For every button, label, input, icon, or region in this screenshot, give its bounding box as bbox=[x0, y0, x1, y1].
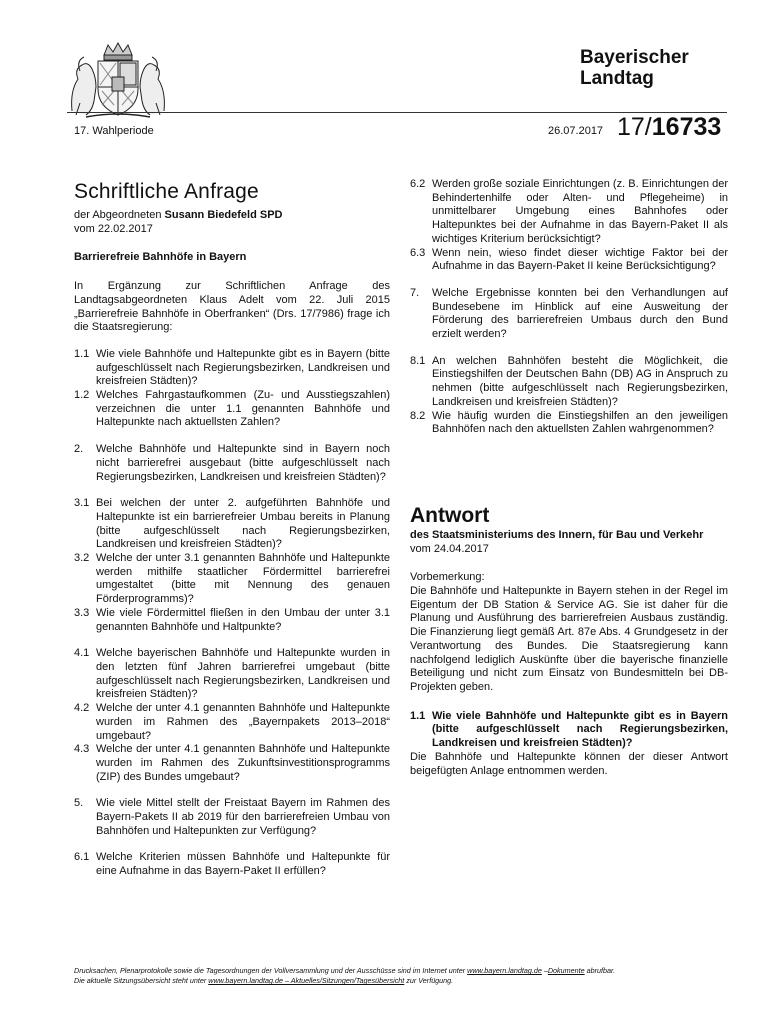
document-number bbox=[617, 112, 721, 142]
question-text: Welche der unter 4.1 genannten Bahnhöfe und Haltepunkte wurden im Rahmen des „Bayernpakets 2013–2018“ umgebaut? bbox=[96, 702, 390, 742]
question-number: 3.2 bbox=[74, 552, 90, 565]
question-number: 8.1 bbox=[410, 354, 426, 367]
question-text: Welches Fahrgastaufkommen (Zu- und Ausstiegszahlen) verzeichnen die unter 1.1 genannten Bahnhöfe und Haltepunkte nach aktuellsten Zahlen? bbox=[96, 389, 390, 429]
footer-link-landtag[interactable]: www.bayern.landtag.de bbox=[467, 966, 542, 975]
question-number: 7. bbox=[410, 286, 420, 299]
question-number: 5. bbox=[74, 797, 84, 810]
question-group bbox=[74, 348, 390, 430]
question-number: 1.2 bbox=[74, 389, 90, 402]
question-list-right bbox=[410, 178, 728, 437]
footer-line-2 bbox=[74, 976, 694, 986]
question-group bbox=[74, 497, 390, 634]
antwort-ministry: des Staatsministeriums des Innern, für Bau und Verkehr bbox=[410, 528, 704, 541]
question-group bbox=[410, 287, 728, 342]
question-text: Wie viele Mittel stellt der Freistaat Bayern im Rahmen des Bayern-Pakets II ab 2019 für den barrierefreien Umbau von Bahnhöfen und Haltepunkten zur Verfügung? bbox=[96, 797, 390, 837]
footer-link-sitzungen[interactable]: www.bayern.landtag.de – Aktuelles/Sitzungen/Tagesübersicht bbox=[208, 976, 405, 985]
question-group bbox=[410, 355, 728, 437]
footer-line-1-text: Drucksachen, Plenarprotokolle sowie die Tagesordnungen der Vollversammlung und der Ausschüsse sind im Internet unter bbox=[74, 966, 468, 975]
brand-line-1: Bayerischer bbox=[580, 47, 689, 68]
question-text: Werden große soziale Einrichtungen (z. B. Einrichtungen der Behindertenhilfe oder Alten- und Pflegeheime) in unmittelbarer Umgebung eines Bahnhofes oder Haltepunktes bei der Aufnahme in das Bayern-Paket II als wichtiges Kriterium berücksichtigt? bbox=[432, 178, 728, 245]
question-item bbox=[410, 287, 728, 342]
question-text: Welche Bahnhöfe und Haltepunkte sind in Bayern noch nicht barrierefrei ausgebaut (bitte aufgeschlüsselt nach Regierungsbezirken, Landkreisen und kreisfreien Städten)? bbox=[96, 443, 390, 483]
answer-question-text: Wie viele Bahnhöfe und Haltepunkte gibt es in Bayern (bitte aufgeschlüsselt nach Regierungsbezirken, Landkreisen und kreisfreien Städten)? bbox=[432, 709, 728, 750]
question-text: Welche der unter 3.1 genannten Bahnhöfe und Haltepunkte werden mithilfe staatlicher Fördermittel barrierefrei umgestaltet (bitte mit Nennung des genauen Förderprogramms)? bbox=[96, 552, 390, 606]
brand-name bbox=[580, 47, 689, 89]
question-item bbox=[74, 389, 390, 430]
question-text: Welche der unter 4.1 genannten Bahnhöfe und Haltepunkte wurden im Rahmen des Zukunftsinvestitionsprogramms (ZIP) des Bundes umgebaut? bbox=[96, 743, 390, 783]
question-item bbox=[74, 497, 390, 552]
question-text: An welchen Bahnhöfen besteht die Möglichkeit, die Einstiegshilfen der Deutschen Bahn (DB) AG in Anspruch zu nehmen (bitte aufgeschlüsselt nach Regierungsbezirken, Landkreisen und kreisfreien Städten)? bbox=[432, 354, 728, 408]
question-number: 2. bbox=[74, 443, 84, 456]
question-item bbox=[74, 552, 390, 607]
question-item bbox=[410, 410, 728, 437]
question-number: 8.2 bbox=[410, 409, 426, 422]
left-column bbox=[74, 180, 390, 879]
question-item bbox=[74, 443, 390, 484]
question-group bbox=[74, 443, 390, 484]
question-text: Welche bayerischen Bahnhöfe und Haltepunkte wurden in den letzten fünf Jahren barrierefrei umgebaut (bitte aufgeschlüsselt nach Regierungsbezirken, Landkreisen und kreisfreien Städten)? bbox=[96, 647, 390, 701]
question-number: 4.3 bbox=[74, 743, 90, 756]
question-text: Wenn nein, wieso findet dieser wichtige Faktor bei der Aufnahme in das Bayern-Paket II keine Berücksichtigung? bbox=[432, 246, 728, 273]
question-group bbox=[74, 851, 390, 878]
question-item bbox=[74, 851, 390, 878]
pre-remark-text: Die Bahnhöfe und Haltepunkte in Bayern stehen in der Regel im Eigentum der DB Station & Service AG. Sie ist daher für die Planung und Ausführung des barrierefreien Ausbaus zuständig. Die Finanzierung liegt gemäß Art. 87e Abs. 4 Grundgesetz in der Verantwortung des Bundes. Die Staatsregierung kann nachfolgend lediglich Auskünfte über die bayerische finanzielle Beteiligung und nicht zum Einsatz von Bundesmitteln bei DB-Projekten geben. bbox=[410, 585, 728, 693]
anfrage-author bbox=[74, 209, 390, 223]
question-item bbox=[410, 178, 728, 247]
election-period: 17. Wahlperiode bbox=[74, 125, 154, 137]
question-number: 6.3 bbox=[410, 246, 426, 259]
question-text: Welche Kriterien müssen Bahnhöfe und Haltepunkte für eine Aufnahme in das Bayern-Paket II erfüllen? bbox=[96, 851, 390, 878]
answer-text: Die Bahnhöfe und Haltepunkte können der dieser Antwort beigefügten Anlage entnommen werden. bbox=[410, 750, 728, 777]
question-text: Wie viele Bahnhöfe und Haltepunkte gibt es in Bayern (bitte aufgeschlüsselt nach Regierungsbezirken, Landkreisen und kreisfreien Städten)? bbox=[96, 347, 390, 388]
question-group bbox=[74, 797, 390, 838]
question-text: Welche Ergebnisse konnten bei den Verhandlungen auf Bundesebene im Hinblick auf eine Ausweitung der Förderung des barrierefreien Umbaus durch den Bund erzielt werden? bbox=[432, 286, 728, 341]
brand-line-2: Landtag bbox=[580, 68, 654, 89]
question-item bbox=[410, 355, 728, 410]
footer-line-1-dash: – bbox=[541, 966, 548, 975]
question-number: 4.2 bbox=[74, 702, 90, 715]
question-number: 6.2 bbox=[410, 178, 426, 190]
question-number: 3.1 bbox=[74, 497, 90, 510]
question-item bbox=[74, 607, 390, 634]
anfrage-intro: In Ergänzung zur Schriftlichen Anfrage des Landtagsabgeordneten Klaus Adelt vom 22. Juli 2015 „Barrierefreie Bahnhöfe in Oberfranken“ (Drs. 17/7986) frage ich die Staatsregierung: bbox=[74, 280, 390, 334]
anfrage-title: Schriftliche Anfrage bbox=[74, 180, 259, 203]
question-group bbox=[74, 647, 390, 784]
question-group bbox=[410, 178, 728, 274]
author-name: Susann Biedefeld SPD bbox=[164, 209, 283, 221]
document-number-main: 16733 bbox=[651, 113, 722, 141]
antwort-date: vom 24.04.2017 bbox=[410, 542, 489, 555]
footer-note bbox=[74, 966, 694, 986]
antwort-title: Antwort bbox=[410, 503, 490, 527]
right-column bbox=[410, 180, 728, 778]
document-number-prefix: 17/ bbox=[617, 113, 652, 141]
footer-line-2-text: Die aktuelle Sitzungsübersicht steht unter bbox=[74, 976, 209, 985]
question-item bbox=[74, 743, 390, 784]
question-item bbox=[74, 702, 390, 743]
question-number: 6.1 bbox=[74, 851, 90, 864]
footer-line-1 bbox=[74, 966, 694, 976]
author-prefix: der Abgeordneten bbox=[74, 209, 165, 221]
footer-link-dokumente[interactable]: Dokumente bbox=[547, 966, 585, 975]
question-list-left bbox=[74, 348, 390, 879]
question-number: 3.3 bbox=[74, 606, 90, 619]
question-item bbox=[410, 247, 728, 274]
question-text: Bei welchen der unter 2. aufgeführten Bahnhöfe und Haltepunkte ist ein barrierefreier Umbau bereits in Planung (bitte aufgeschlüsselt nach Regierungsbezirken, Landkreisen und kreisfreien Städten)? bbox=[96, 497, 390, 551]
question-text: Wie häufig wurden die Einstiegshilfen an den jeweiligen Bahnhöfen nach den aktuellsten Zahlen wahrgenommen? bbox=[432, 409, 728, 436]
question-item bbox=[74, 797, 390, 838]
anfrage-date: vom 22.02.2017 bbox=[74, 222, 153, 235]
question-item bbox=[74, 348, 390, 389]
anfrage-subject: Barrierefreie Bahnhöfe in Bayern bbox=[74, 251, 247, 264]
coat-of-arms-logo bbox=[66, 41, 170, 119]
document-date: 26.07.2017 bbox=[548, 125, 604, 137]
answer-question bbox=[410, 710, 728, 751]
pre-remark-label: Vorbemerkung: bbox=[410, 571, 485, 584]
footer-line-2-end: zur Verfügung. bbox=[404, 976, 454, 985]
question-number: 4.1 bbox=[74, 647, 90, 660]
question-item bbox=[74, 647, 390, 702]
antwort-section bbox=[410, 504, 728, 778]
question-number: 1.1 bbox=[74, 347, 90, 360]
footer-line-1-end: abrufbar. bbox=[584, 966, 616, 975]
question-text: Wie viele Fördermittel fließen in den Umbau der unter 3.1 genannten Bahnhöfe und Haltpunkte? bbox=[96, 606, 390, 633]
answer-question-number: 1.1 bbox=[410, 709, 426, 722]
